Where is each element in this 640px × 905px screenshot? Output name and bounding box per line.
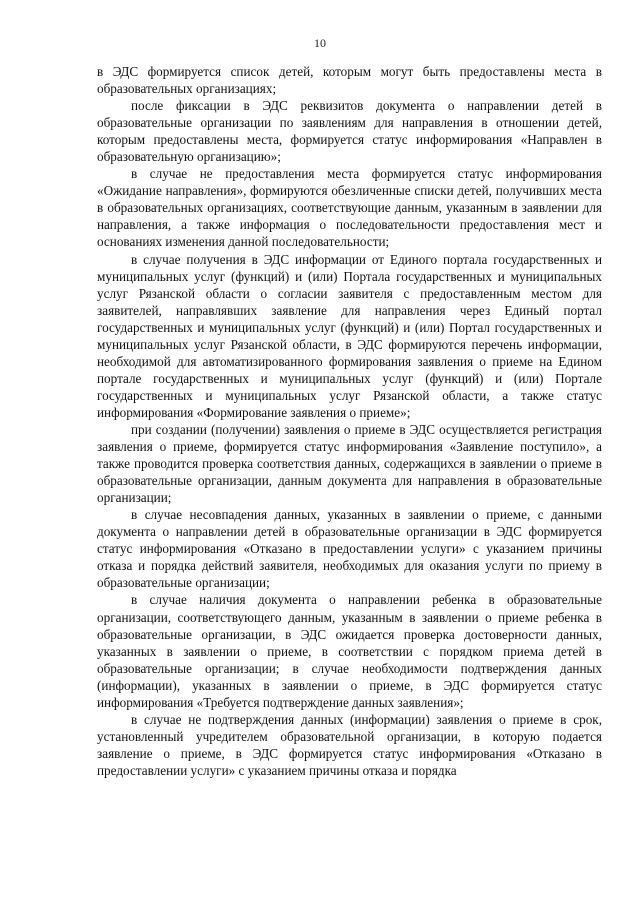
paragraph: в случае наличия документа о направлении ребенка в образовательные организации, соответствующего данным, указанным в заявлении о приеме ребенка в образовательные организации, в ЭДС ожидается проверка достоверности данных, указанных в заявлении о приеме, в соответствии с порядком приема детей в образовательные организации; в случае необходимости подтверждения данных (информации), указанных в заявлении о приеме, в ЭДС формируется статус информирования «Требуется подтверждение данных заявления»; bbox=[97, 592, 602, 710]
paragraph: в случае несовпадения данных, указанных в заявлении о приеме, с данными документа о направлении детей в образовательные организации в ЭДС формируется статус информирования «Отказано в предоставлении услуги» с указанием причины отказа и порядка действий заявителя, необходимых для оказания услуги по приему в образовательные организации; bbox=[97, 507, 602, 591]
paragraph: в случае получения в ЭДС информации от Единого портала государственных и муниципальных услуг (функций) и (или) Портала государственных и муниципальных услуг Рязанской области о согласии заявителя с предоставленным местом для заявителей, направлявших заявление для направления через Единый портал государственных и муниципальных услуг (функций) и (или) Портал государственных и муниципальных услуг Рязанской области, в ЭДС формируются перечень информации, необходимой для автоматизированного формирования заявления о приеме на Едином портале государственных и муниципальных услуг (функций) и (или) Портале государственных и муниципальных услуг Рязанской области, а также статус информирования «Формирование заявления о приеме»; bbox=[97, 251, 602, 420]
paragraph: в случае не подтверждения данных (информации) заявления о приеме в срок, установленный учредителем образовательной организации, в которую подается заявление о приеме, в ЭДС формируется статус информирования «Отказано в предоставлении услуги» с указанием причины отказа и порядка bbox=[97, 711, 602, 778]
page-number: 10 bbox=[314, 36, 326, 50]
document-body bbox=[97, 63, 602, 779]
paragraph: в ЭДС формируется список детей, которым могут быть предоставлены места в образовательных организациях; bbox=[97, 64, 602, 97]
paragraph: в случае не предоставления места формируется статус информирования «Ожидание направления», формируются обезличенные списки детей, получивших места в образовательных организациях, соответствующие данным, указанным в заявлении для направления, а также информация о последовательности предоставления мест и основаниях изменения данной последовательности; bbox=[97, 166, 602, 250]
paragraph: при создании (получении) заявления о приеме в ЭДС осуществляется регистрация заявления о приеме, формируется статус информирования «Заявление поступило», а также проводится проверка соответствия данных, содержащихся в заявлении о приеме в образовательные организации, данным документа для направления в образовательные организации; bbox=[97, 421, 602, 506]
paragraph: после фиксации в ЭДС реквизитов документа о направлении детей в образовательные организации по заявлениям для направления в отношении детей, которым предоставлены места, формируется статус информирования «Направлен в образовательную организацию»; bbox=[97, 98, 602, 165]
